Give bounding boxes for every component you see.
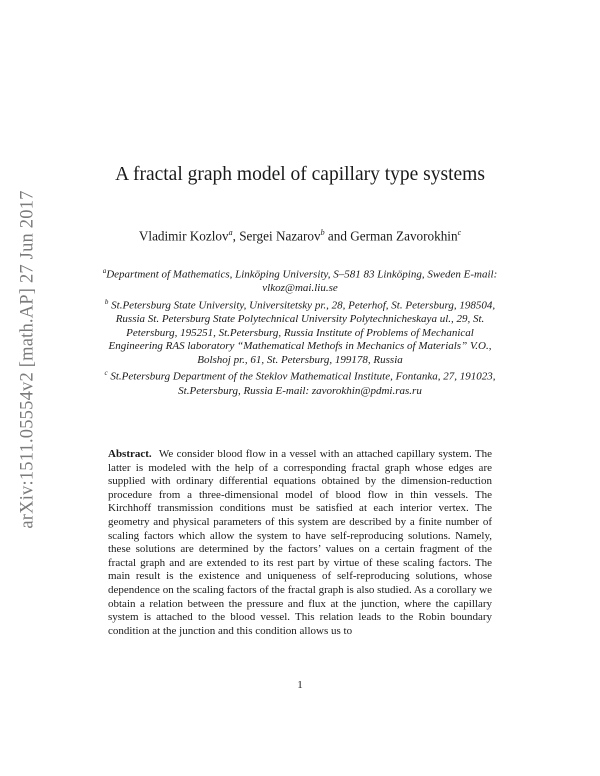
author-affiliation-mark: b: [320, 228, 325, 237]
abstract-text: We consider blood flow in a vessel with an attached capillary system. The latter is modeled with the help of a corresponding fractal graph whose edges are supplied with ordinary differential equations obtained by the dimension-reduction procedure from a three-dimensional model of blood flow in thin vessels. The Kirchhoff transmission conditions must be satisfied at each interior vertex. The geometry and physical parameters of this system are described by a finite number of scaling factors which allow the system to have self-reproducing solutions. Namely, these solutions are determined by the factors’ values on a certain fragment of the fractal graph and are extended to its rest part by virtue of these scaling factors. The main result is the existence and uniqueness of self-reproducing solutions, whose dependence on the scaling factors of the fractal graph is also studied. As a corollary we obtain a relation between the pressure and flux at the junction, where the capillary system is attached to the blood vessel. This relation leads to the Robin boundary condition at the junction and this condition allows us to: [108, 448, 492, 637]
abstract-paragraph: [108, 448, 492, 638]
affiliation-mark: a: [102, 267, 107, 275]
author-name: Vladimir Kozlov: [138, 228, 229, 244]
affiliation-st-petersburg: St.Petersburg State University, Universitetsky pr., 28, Peterhof, St. Petersburg, 198504, Russia St. Petersburg State Polytechnical University Polytechnicheskaya ul., 29, St. Petersburg, 195251, St.Petersburg, Russia Institute of Problems of Mechanical Engineering RAS laboratory “Mathematical Methofs in Mechanics of Materials” V.O., Bolshoj pr., 61, St. Petersburg, 199178, Russia: [108, 299, 496, 366]
arxiv-identifier-stamp: [16, 178, 40, 540]
author-name: Sergei Nazarov: [239, 228, 321, 244]
author-separator: and: [324, 228, 351, 244]
author-separator: ,: [232, 228, 240, 244]
author-affiliation-mark: a: [228, 228, 233, 237]
affiliation-steklov: St.Petersburg Department of the Steklov Mathematical Institute, Fontanka, 27, 191023, St.Petersburg, Russia E-mail: zavorokhin@pdmi.ras.ru: [110, 371, 496, 397]
affiliation-block: [100, 265, 500, 398]
page-number: 1: [297, 679, 303, 691]
paper-title: A fractal graph model of capillary type systems: [115, 164, 485, 185]
affiliation-mark: c: [104, 369, 108, 378]
author-name: German Zavorokhin: [350, 228, 458, 244]
author-list: [80, 228, 520, 244]
affiliation-mark: b: [104, 297, 109, 306]
abstract-label: Abstract.: [108, 448, 152, 460]
arxiv-identifier-text: arXiv:1511.05554v2 [math.AP] 27 Jun 2017: [17, 189, 38, 529]
affiliation-linkoping: Department of Mathematics, Linköping University, S–581 83 Linköping, Sweden E-mail: vlkoz@mai.liu.se: [106, 268, 498, 295]
author-affiliation-mark: c: [457, 228, 462, 237]
